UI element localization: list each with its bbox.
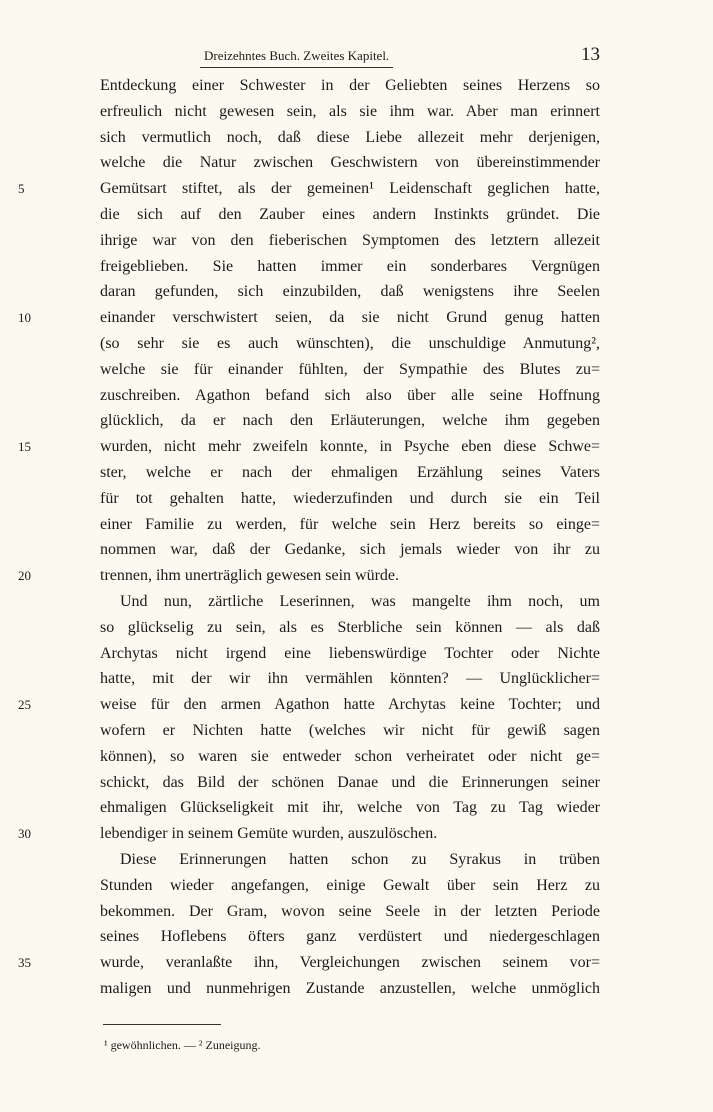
line-text: ihrige war von den fieberischen Symptomen des letztern allezeit <box>100 231 600 249</box>
line-text: weise für den armen Agathon hatte Archytas keine Tochter; und <box>100 696 600 714</box>
text-line <box>100 228 600 254</box>
text-line <box>100 795 600 821</box>
line-text: freigeblieben. Sie hatten immer ein sonderbares Vergnügen <box>100 257 600 275</box>
text-line <box>100 770 600 796</box>
line-text: wurden, nicht mehr zweifeln konnte, in Psyche eben diese Schwe= <box>100 438 600 456</box>
text-line <box>100 331 600 357</box>
page-number: 13 <box>581 44 600 65</box>
text-lines <box>18 73 600 1002</box>
line-text: Stunden wieder angefangen, einige Gewalt über sein Herz zu <box>100 876 600 894</box>
line-text: die sich auf den Zauber eines andern Instinkts gründet. Die <box>100 205 600 223</box>
text-line <box>18 563 600 589</box>
line-number: 30 <box>18 826 31 842</box>
text-line <box>100 924 600 950</box>
line-text: hatte, mit der wir ihn vermählen könnten? — Unglücklicher= <box>100 670 600 688</box>
line-text: nommen war, daß der Gedanke, sich jemals wieder von ihr zu <box>100 541 600 559</box>
text-line <box>100 976 600 1002</box>
line-text: für tot gehalten hatte, wiederzufinden und durch sie ein Teil <box>100 489 600 507</box>
text-line <box>100 357 600 383</box>
line-text: (so sehr sie es auch wünschten), die unschuldige Anmutung², <box>100 334 600 352</box>
text-line <box>18 950 600 976</box>
footnote-divider <box>103 1024 221 1025</box>
text-line <box>18 305 600 331</box>
line-text: glücklich, da er nach den Erläuterungen, welche ihm gegeben <box>100 412 600 430</box>
line-text: einander verschwistert seien, da sie nicht Grund genug hatten <box>100 309 600 327</box>
line-text: Archytas nicht irgend eine liebenswürdige Tochter oder Nichte <box>100 644 600 662</box>
line-number: 10 <box>18 310 31 326</box>
text-line <box>100 99 600 125</box>
line-number: 5 <box>18 181 25 197</box>
running-title: Dreizehntes Buch. Zweites Kapitel. <box>200 48 393 68</box>
line-text: welche sie für einander fühlten, der Sympathie des Blutes zu= <box>100 360 600 378</box>
text-line <box>18 692 600 718</box>
footnotes: ¹ gewöhnlichen. — ² Zuneigung. <box>104 1037 261 1052</box>
text-line <box>100 73 600 99</box>
line-number: 35 <box>18 955 31 971</box>
text-line <box>100 460 600 486</box>
line-number: 15 <box>18 439 31 455</box>
text-line <box>100 537 600 563</box>
line-text: Diese Erinnerungen hatten schon zu Syrakus in trüben <box>120 850 600 868</box>
line-text: bekommen. Der Gram, wovon seine Seele in der letzten Periode <box>100 902 600 920</box>
line-text: trennen, ihm unerträglich gewesen sein würde. <box>100 567 400 585</box>
text-line <box>18 434 600 460</box>
text-line <box>100 589 600 615</box>
body-text <box>18 73 600 1053</box>
line-text: sich vermutlich noch, daß diese Liebe allezeit mehr derjenigen, <box>100 128 600 146</box>
line-text: können), so waren sie entweder schon verheiratet oder nicht ge= <box>100 747 600 765</box>
line-text: lebendiger in seinem Gemüte wurden, auszulöschen. <box>100 825 438 843</box>
text-line <box>100 125 600 151</box>
text-line <box>100 718 600 744</box>
page-header <box>100 46 600 72</box>
line-text: ehmaligen Glückseligkeit mit ihr, welche von Tag zu Tag wieder <box>100 799 600 817</box>
text-line <box>18 821 600 847</box>
text-line <box>100 615 600 641</box>
line-text: ster, welche er nach der ehmaligen Erzählung seines Vaters <box>100 463 600 481</box>
text-line <box>100 486 600 512</box>
text-line <box>100 847 600 873</box>
text-line <box>100 254 600 280</box>
line-text: maligen und nunmehrigen Zustande anzustellen, welche unmöglich <box>100 979 600 997</box>
line-number: 25 <box>18 697 31 713</box>
line-text: erfreulich nicht gewesen sein, als sie ihm war. Aber man erinnert <box>100 102 600 120</box>
line-text: Gemütsart stiftet, als der gemeinen¹ Leidenschaft geglichen hatte, <box>100 180 600 198</box>
line-number: 20 <box>18 568 31 584</box>
line-text: wofern er Nichten hatte (welches wir nicht für gewiß sagen <box>100 721 600 739</box>
text-line <box>100 899 600 925</box>
line-text: schickt, das Bild der schönen Danae und die Erinnerungen seiner <box>100 773 600 791</box>
text-line <box>100 383 600 409</box>
line-text: welche die Natur zwischen Geschwistern von übereinstimmender <box>100 154 600 172</box>
text-line <box>18 176 600 202</box>
line-text: wurde, veranlaßte ihn, Vergleichungen zwischen seinem vor= <box>100 954 600 972</box>
line-text: einer Familie zu werden, für welche sein Herz bereits so einge= <box>100 515 600 533</box>
line-text: seines Hoflebens öfters ganz verdüstert und niedergeschlagen <box>100 928 600 946</box>
line-text: so glückselig zu sein, als es Sterbliche sein können — als daß <box>100 618 600 636</box>
text-line <box>100 744 600 770</box>
text-line <box>100 408 600 434</box>
text-line <box>100 150 600 176</box>
line-text: Und nun, zärtliche Leserinnen, was mangelte ihm noch, um <box>120 592 600 610</box>
text-line <box>100 279 600 305</box>
text-line <box>100 202 600 228</box>
line-text: zuschreiben. Agathon befand sich also über alle seine Hoffnung <box>100 386 600 404</box>
text-line <box>100 666 600 692</box>
text-line <box>100 512 600 538</box>
line-text: Entdeckung einer Schwester in der Geliebten seines Herzens so <box>100 77 600 94</box>
text-line <box>100 873 600 899</box>
text-line <box>100 641 600 667</box>
line-text: daran gefunden, sich einzubilden, daß wenigstens ihre Seelen <box>100 283 600 301</box>
